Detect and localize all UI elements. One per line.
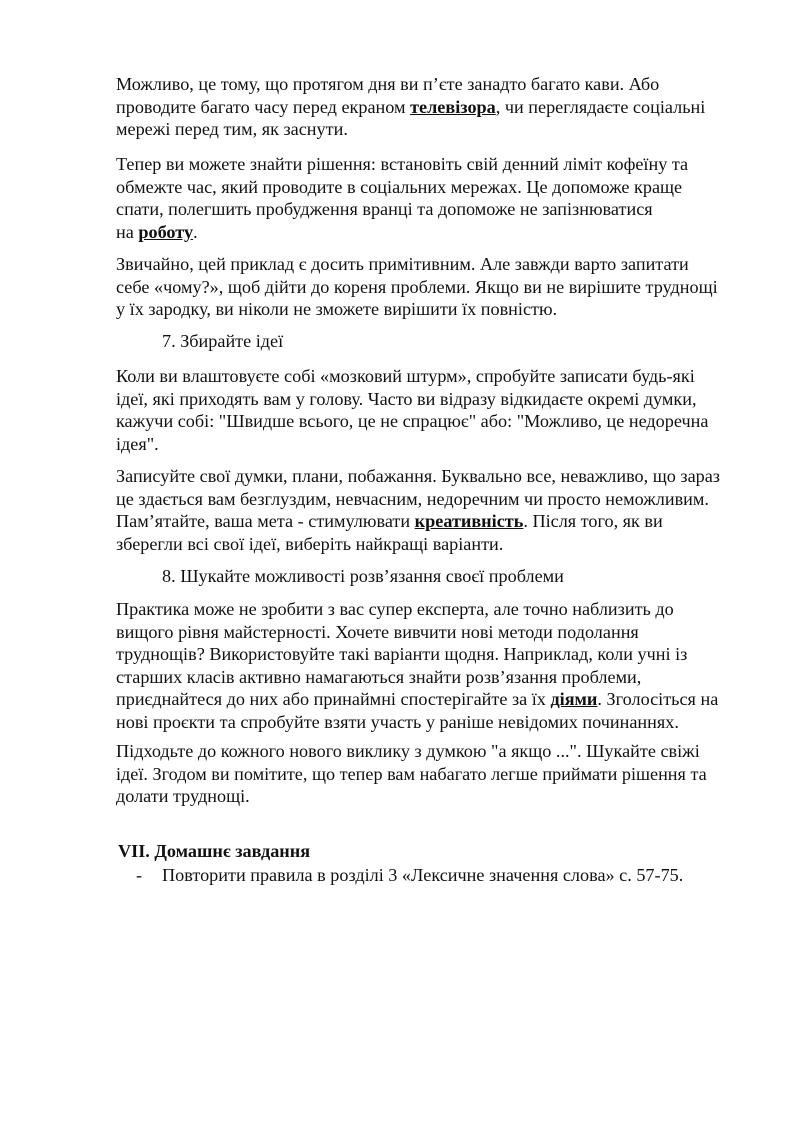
text-line: ідея". [116, 433, 159, 454]
text-line: Звичайно, цей приклад є досить примітивним. Але завжди варто запитати [116, 254, 689, 274]
text-fragment: , чи переглядаєте соціальні [495, 96, 706, 117]
text-fragment: проводите багато часу перед екраном [116, 96, 411, 117]
text-line: Тепер ви можете знайти рішення: встановіть свій денний ліміт кофеїну та [116, 154, 689, 174]
text-fragment: . Після того, як ви [523, 511, 663, 532]
text-line: труднощів? Використовуйте такі варіанти щодня. Наприклад, коли учні із [116, 644, 688, 665]
list-bullet: - [136, 865, 143, 885]
paragraph-solution [116, 153, 756, 243]
homework-heading: VII. Домашнє завдання [118, 841, 311, 861]
text-line [116, 96, 756, 119]
paragraph-caffeine [116, 73, 756, 141]
homework-list-item [136, 864, 683, 887]
text-line: спати, полегшить пробудження вранці та допоможе не запізнюватися [116, 199, 653, 220]
text-line: це здається вам безглуздим, невчасним, недоречним чи просто неможливим. [116, 488, 709, 509]
text-fragment: . [193, 221, 198, 242]
paragraph-brainstorm [116, 365, 756, 455]
heading-collect-ideas: 7. Збирайте ідеї [162, 331, 284, 351]
text-line [116, 688, 756, 711]
keyword-link-actions[interactable]: діями [550, 689, 598, 710]
keyword-link-television[interactable]: телевізора [410, 96, 496, 117]
homework-item-text: Повторити правила в розділі 3 «Лексичне значення слова» с. 57-75. [162, 865, 684, 885]
text-line: обмежте час, який проводите в соціальних мережах. Це допоможе краще [116, 176, 683, 197]
text-line: мережі перед тим, як заснути. [116, 119, 348, 140]
text-line: Підходьте до кожного нового виклику з думкою "а якщо ...". Шукайте свіжі [116, 741, 700, 761]
text-line [116, 510, 756, 533]
heading-seek-solutions: 8. Шукайте можливості розв’язання своєї проблеми [162, 566, 564, 586]
text-fragment: Пам’ятайте, ваша мета - стимулювати [116, 511, 415, 532]
paragraph-practice [116, 598, 756, 734]
paragraph-what-if [116, 740, 756, 808]
text-fragment: приєднайтеся до них або принаймні спостерігайте за їх [116, 689, 551, 710]
text-line: долати труднощі. [116, 786, 250, 807]
text-line: старших класів активно намагаються знайти розв’язання проблеми, [116, 666, 642, 687]
text-line: Практика може не зробити з вас супер експерта, але точно наблизить до [116, 599, 674, 619]
text-line: Коли ви влаштовуєте собі «мозковий штурм», спробуйте записати будь-які [116, 366, 695, 386]
paragraph-write-down [116, 465, 756, 555]
text-line: Записуйте свої думки, плани, побажання. Буквально все, неважливо, що зараз [116, 466, 720, 486]
text-line: ідеї, які приходять вам у голову. Часто ви відразу відкидаєте окремі думки, [116, 388, 697, 409]
text-line: кажучи собі: "Швидше всього, це не спрацює" або: "Можливо, це недоречна [116, 411, 709, 432]
text-line: вищого рівня майстерності. Хочете вивчити нові методи подолання [116, 621, 639, 642]
text-fragment: . Зголосіться на [597, 689, 719, 710]
keyword-link-work[interactable]: роботу [138, 221, 194, 242]
text-line: Можливо, це тому, що протягом дня ви п’єте занадто багато кави. Або [116, 74, 660, 94]
text-line: себе «чому?», щоб дійти до кореня проблеми. Якщо ви не вирішите труднощі [116, 276, 718, 297]
paragraph-example [116, 253, 756, 321]
keyword-link-creativity[interactable]: креативність [414, 511, 524, 532]
text-line: ідеї. Згодом ви помітите, що тепер вам набагато легше приймати рішення та [116, 763, 707, 784]
text-line: нові проєкти та спробуйте взяти участь у раніше невідомих починаннях. [116, 711, 679, 732]
text-line: у їх зародку, ви ніколи не зможете вирішити їх повністю. [116, 299, 558, 320]
text-fragment: на [116, 221, 139, 242]
text-line [116, 221, 756, 244]
text-line: зберегли всі свої ідеї, виберіть найкращі варіанти. [116, 533, 504, 554]
